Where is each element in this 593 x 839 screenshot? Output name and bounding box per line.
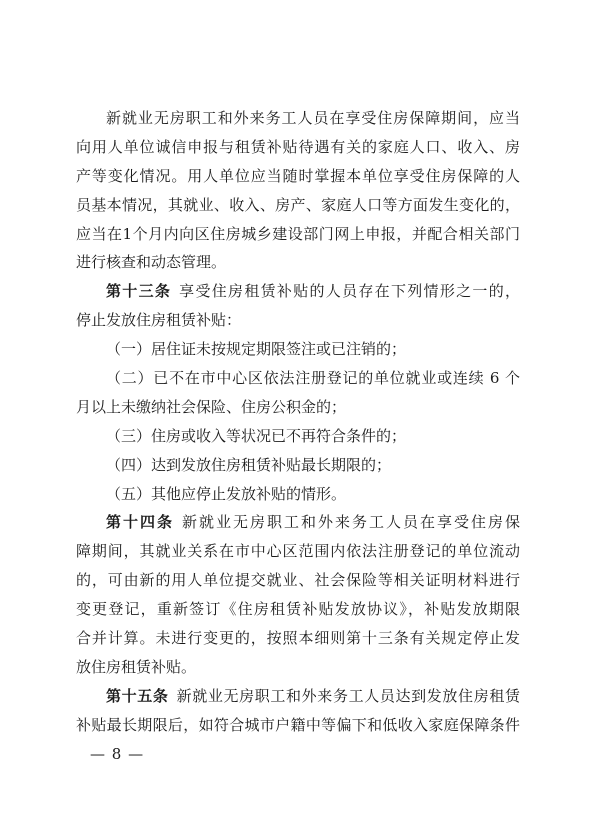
text-line: 新就业无房职工和外来务工人员在享受住房保障期间，应当: [106, 109, 520, 127]
text-line: 的，可由新的用人单位提交就业、社会保险等相关证明材料进行: [76, 571, 520, 590]
text-line: 应当在1个月内向区住房城乡建设部门网上申报，并配合相关部门: [76, 224, 520, 243]
list-item-continuation: 月以上未缴纳社会保险、住房公积金的；: [76, 397, 347, 416]
text-span: 新就业无房职工和外来务工人员达到发放住房租赁: [176, 686, 520, 705]
text-line: 放住房租赁补贴。: [76, 657, 197, 676]
text-line: 产等变化情况。用人单位应当随时掌握本单位享受住房保障的人: [76, 166, 520, 185]
text-span: 享受住房租赁补贴的人员存在下列情形之一的，: [179, 282, 520, 301]
list-item: （一）居住证未按规定期限签注或已注销的；: [106, 340, 407, 359]
article-15-line: [76, 682, 520, 711]
text-line: 补贴最长期限后，如符合城市户籍中等偏下和低收入家庭保障条件: [76, 715, 520, 734]
body-text: [76, 104, 520, 740]
text-line: 变更登记，重新签订《住房租赁补贴发放协议》，补贴发放期限: [76, 600, 520, 619]
text-line: 员基本情况，其就业、收入、房产、家庭人口等方面发生变化的，: [76, 195, 520, 214]
text-line: 进行核查和动态管理。: [76, 253, 227, 272]
article-14-title: 第十四条: [106, 513, 174, 532]
page-number: — 8 —: [90, 745, 145, 763]
article-15-title: 第十五条: [106, 686, 169, 705]
text-span: 新就业无房职工和外来务工人员在享受住房保: [182, 513, 520, 532]
list-item: （五）其他应停止发放补贴的情形。: [106, 484, 347, 503]
text-line: 向用人单位诚信申报与租赁补贴待遇有关的家庭人口、收入、房: [76, 137, 520, 156]
list-item: （二）已不在市中心区依法注册登记的单位就业或连续 6 个: [106, 369, 520, 388]
article-14-line: [76, 508, 520, 537]
text-line: 停止发放住房租赁补贴：: [76, 311, 242, 330]
list-item: （四）达到发放住房租赁补贴最长期限的；: [106, 455, 392, 474]
article-13-line: [76, 277, 520, 306]
article-13-title: 第十三条: [106, 282, 172, 301]
text-line: 障期间，其就业关系在市中心区范围内依法注册登记的单位流动: [76, 542, 520, 561]
list-item: （三）住房或收入等状况已不再符合条件的；: [106, 426, 407, 445]
text-line: 合并计算。未进行变更的，按照本细则第十三条有关规定停止发: [76, 629, 520, 648]
